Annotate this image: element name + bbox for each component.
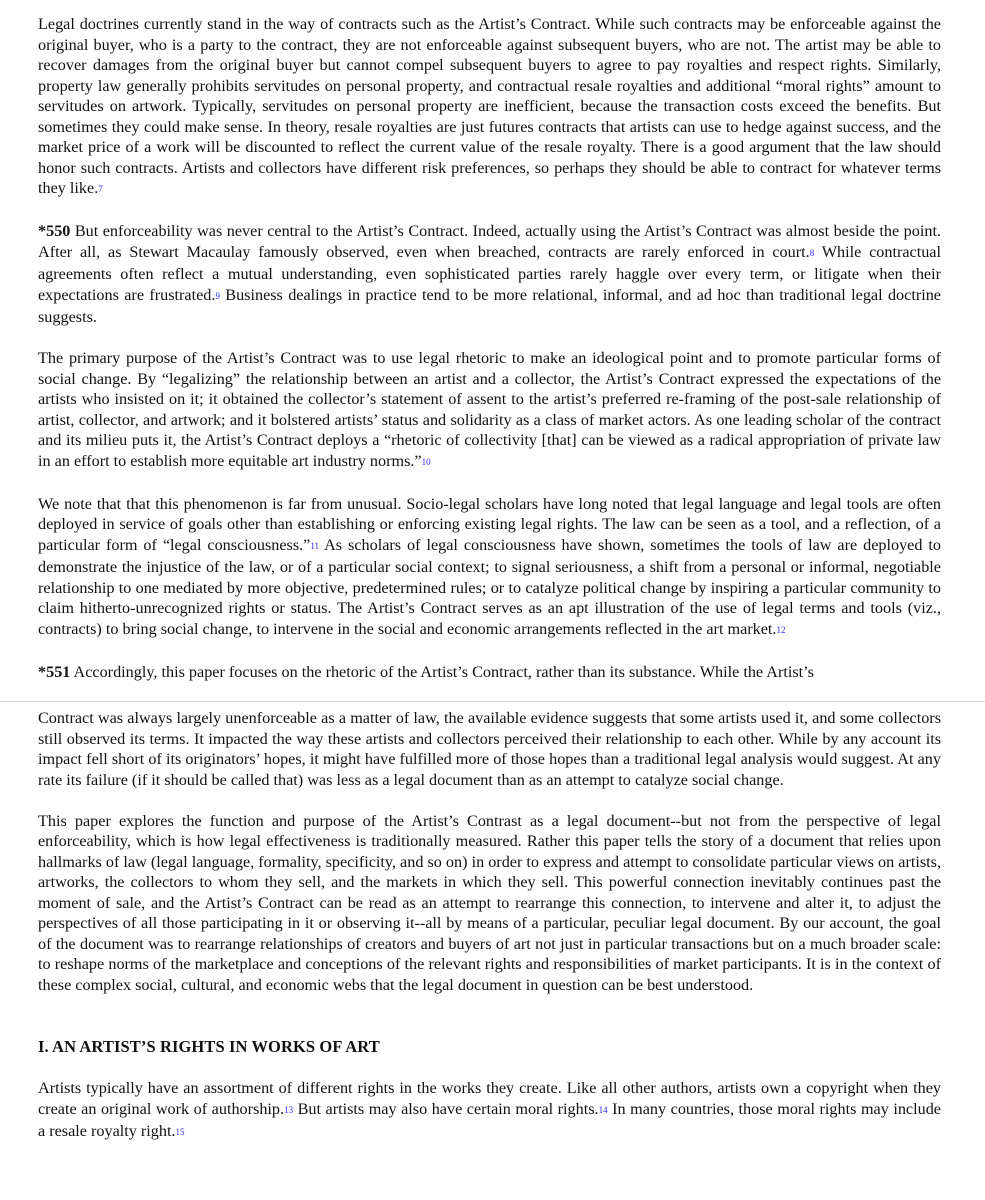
paragraph-p7 [38,1078,941,1144]
paragraph-text: As scholars of legal consciousness have shown, sometimes the tools of law are deployed to demonstrate the injustice of the law, or of a particular social context; to signal seriousness, a shift from a personal or informal, negotiable relationship to one mediated by more objective, predetermined rules; or to catalyze political change by inspiring a particular community to claim hitherto-unrecognized rights or status. The Artist’s Contract serves as an apt illustration of the use of legal terms and tools (viz., contracts) to bring social change, to intervene in the social and economic arrangements reflected in the art market. [38,535,941,638]
footnote-link-12[interactable]: 12 [776,624,786,635]
text-block-bottom [38,708,941,1164]
star-page-marker: *550 [38,222,71,240]
paragraph-text: We note that that this phenomenon is far from unusual. Socio-legal scholars have long noted that legal language and legal tools are often deployed in service of goals other than establishing or enforcing existing legal rights. The law can be seen as a tool, and a reflection, of a particular form of “legal consciousness.” [38,494,941,554]
footnote-link-11[interactable]: 11 [310,540,320,551]
paragraph-text: But artists may also have certain moral rights. [293,1099,599,1118]
paragraph-text: In many countries, those moral rights may include a resale royalty right. [38,1099,941,1140]
paragraph-p6 [38,811,941,996]
footnote-link-15[interactable]: 15 [175,1127,185,1137]
paragraph-p5a [38,662,941,683]
paragraph-text: Contract was always largely unenforceable as a matter of law, the available evidence suggests that some artists used it, and some collectors still observed its terms. It impacted the way these artists and collectors perceived their relationship to each other. While by any account its impact fell short of its originators’ hopes, it might have fulfilled more of those hopes than a traditional legal analysis would suggest. At any rate its failure (if it should be called that) was less as a legal document than as an attempt to catalyze social change. [38,709,941,789]
section-heading: I. AN ARTIST’S RIGHTS IN WORKS OF ART [38,1037,380,1056]
footnote-link-14[interactable]: 14 [598,1104,608,1115]
paragraph-text: Artists typically have an assortment of different rights in the works they create. Like all other authors, artists own a copyright when they create an original work of authorship. [38,1079,941,1118]
paragraph-text: The primary purpose of the Artist’s Contract was to use legal rhetoric to make an ideological point and to promote particular forms of social change. By “legalizing” the relationship between an artist and a collector, the Artist’s Contract expressed the expectations of the artists who insisted on it; it obtained the collector’s statement of assent to the artist’s preferred re-framing of the post-sale relationship of artist, collector, and artwork; and it bolstered artists’ status and solidarity as a class of market actors. As one leading scholar of the contract and its milieu puts it, the Artist’s Contract deploys a “rhetoric of collectivity [that] can be viewed as a radical appropriation of private law in an effort to establish more equitable art industry norms.” [38,349,941,470]
footnote-link-13[interactable]: 13 [284,1104,294,1115]
paragraph-p2 [38,221,941,328]
footnote-link-7[interactable]: 7 [98,184,103,194]
section [38,1037,941,1144]
paragraph-p3 [38,348,941,473]
paragraph-text: Legal doctrines currently stand in the way of contracts such as the Artist’s Contract. While such contracts may be enforceable against the original buyer, who is a party to the contract, they are not enforceable against subsequent buyers, who are not. The artist may be able to recover damages from the original buyer but cannot compel subsequent buyers to agree to pay royalties and respect rights. Similarly, property law generally prohibits servitudes on personal property, and contractual resale royalties and additional “moral rights” amount to servitudes on artwork. Typically, servitudes on personal property are inefficient, because the transaction costs exceed the benefits. But sometimes they could make sense. In theory, resale royalties are just futures contracts that artists can use to hedge against success, and the market price of a work will be discounted to reflect the current value of the resale royalty. There is a good argument that the law should honor such contracts. Artists and collectors have different risk preferences, so perhaps they should be able to contract for whatever terms they like. [38,15,941,197]
star-page-marker: *551 [38,662,71,681]
paragraph-p4 [38,494,941,642]
paragraph-group-top [38,14,941,682]
paragraph-group-section [38,1078,941,1144]
footnote-link-8[interactable]: 8 [809,247,815,258]
paragraph-p5b [38,708,941,790]
paragraph-text: Business dealings in practice tend to be more relational, informal, and ad hoc than traditional legal doctrine suggests. [38,285,941,326]
paragraph-p1 [38,14,941,201]
page-break-divider [0,701,985,702]
paragraph-group-bottom [38,708,941,995]
footnote-link-9[interactable]: 9 [215,290,220,301]
paragraph-text: Accordingly, this paper focuses on the rhetoric of the Artist’s Contract, rather than its substance. While the Artist’s [70,662,814,681]
paragraph-text: While contractual agreements often reflect a mutual understanding, even sophisticated parties rarely haggle over every term, or litigate when their expectations are frustrated. [38,242,941,304]
text-block-top [38,14,941,703]
footnote-link-10[interactable]: 10 [421,456,431,467]
paragraph-text: But enforceability was never central to the Artist’s Contract. Indeed, actually using the Artist’s Contract was almost beside the point. After all, as Stewart Macaulay famously observed, even when breached, contracts are rarely enforced in court. [38,222,941,261]
paragraph-text: This paper explores the function and purpose of the Artist’s Contrast as a legal document--but not from the perspective of legal enforceability, which is how legal effectiveness is traditionally measured. Rather this paper tells the story of a document that relies upon hallmarks of law (legal language, formality, specificity, and so on) in order to express and attempt to consolidate particular views on artists, artworks, the collectors to whom they sell, and the markets in which they sell. This powerful connection inevitably continues past the moment of sale, and the Artist’s Contract can be read as an attempt to rearrange this connection, to intervene and alter it, to adjust the perspectives of all those participating in it or observing it--all by means of a particular, peculiar legal document. By our account, the goal of the document was to rearrange relationships of creators and buyers of art not just in particular transactions but on a much broader scale: to reshape norms of the marketplace and conceptions of the relevant rights and responsibilities of market participants. It is in the context of these complex social, cultural, and economic webs that the legal document in question can be best understood. [38,811,941,994]
